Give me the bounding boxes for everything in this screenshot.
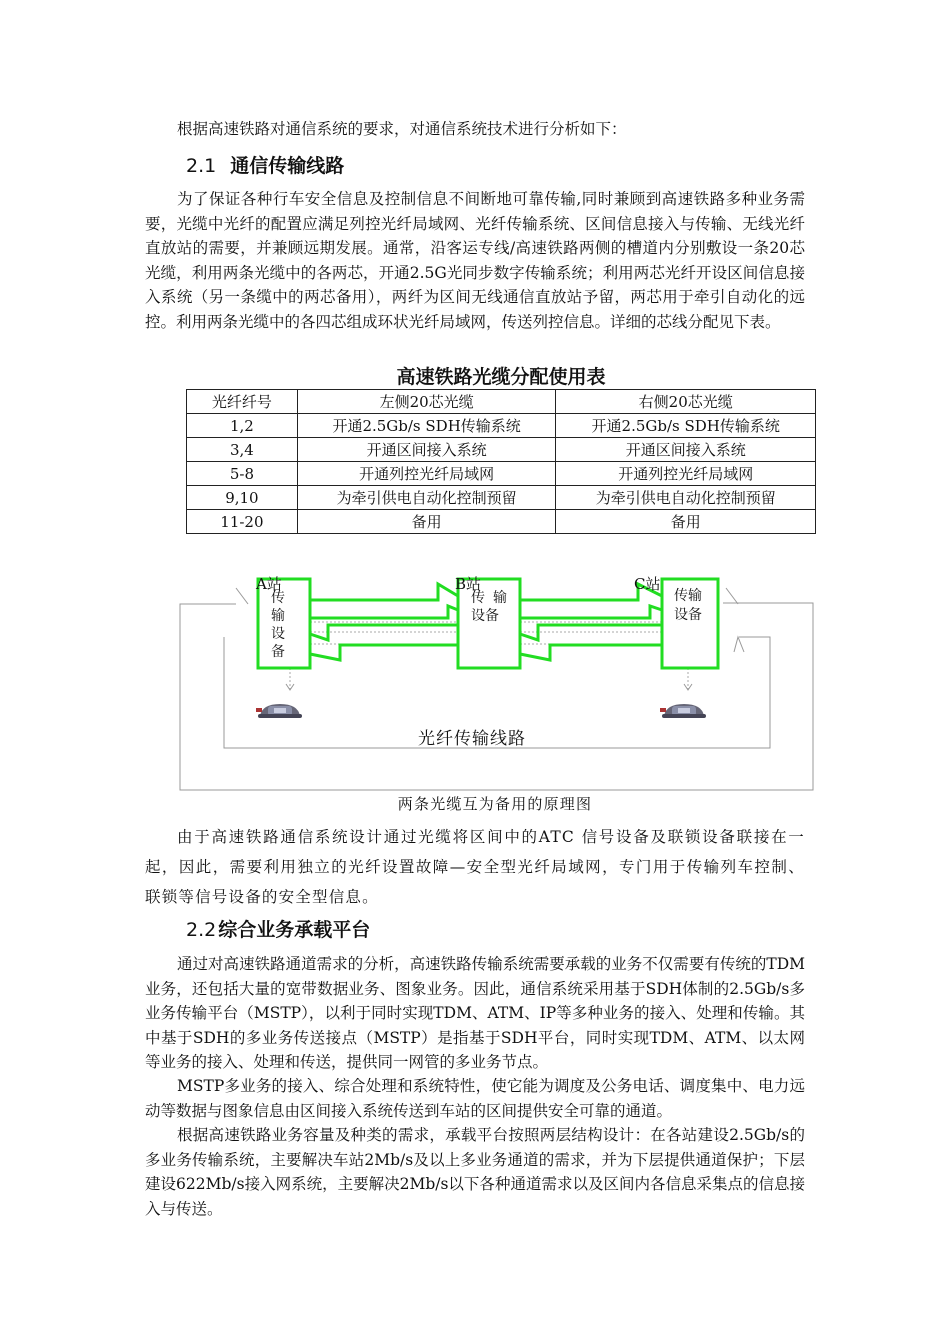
table-row <box>187 438 816 462</box>
section-title: 综合业务承载平台 <box>218 919 371 941</box>
table-row <box>187 462 816 486</box>
device-b-char: 设备 <box>471 608 499 624</box>
section-2-2-paragraph: 通过对高速铁路通道需求的分析，高速铁路传输系统需要承载的业务不仅需要有传统的TDM业务，还包括大量的宽带数据业务、图象业务。因此，通信系统采用基于SDH体制的2.5Gb/s多业务传输平台（MSTP），以利于同时实现TDM、ATM、IP等多种业务的接入、处理和传输。其中基于SDH的多业务传送接点（MSTP）是指基于SDH平台，同时实现TDM、ATM、以太网等业务的接入、处理和传送，提供同一网管的多业务节点。 <box>145 955 805 1071</box>
table-cell: 开通2.5Gb/s SDH传输系统 <box>556 414 816 438</box>
lower-fiber-ba-2 <box>310 645 458 660</box>
device-a-char: 设 <box>271 626 285 642</box>
fiber-allocation-table <box>186 389 816 534</box>
upper-fiber-bc-2 <box>520 606 662 618</box>
device-c-text: 传输 <box>674 588 702 604</box>
lower-fiber-cb-2 <box>520 645 662 660</box>
table-cell: 开通列控光纤局域网 <box>556 462 816 486</box>
table-cell: 3,4 <box>187 438 298 462</box>
table-cell: 9,10 <box>187 486 298 510</box>
table-row <box>187 510 816 534</box>
frame-tick <box>726 588 738 604</box>
device-a-char: 输 <box>271 608 285 624</box>
section-number: 2.2 <box>186 919 217 941</box>
section-2-2-paragraph: MSTP多业务的接入、综合处理和系统特性，使它能为调度及公务电话、调度集中、电力远动等数据与图象信息由区间接入系统传送到车站的区间提供安全可靠的通道。 <box>145 1077 805 1120</box>
table-cell: 为牵引供电自动化控制预留 <box>556 486 816 510</box>
device-b-char: 传 <box>471 590 485 606</box>
device-c-text: 设备 <box>674 607 702 623</box>
section-number: 2.1 <box>186 155 217 177</box>
station-c-label: C站 <box>634 575 661 593</box>
table-cell: 1,2 <box>187 414 298 438</box>
table-title: 高速铁路光缆分配使用表 <box>396 366 606 388</box>
backup-cable-diagram <box>178 570 818 795</box>
device-b-char: 输 <box>493 590 507 606</box>
table-header-cell: 右侧20芯光缆 <box>556 390 816 414</box>
section-2-2-heading <box>186 915 370 942</box>
table-cell: 为牵引供电自动化控制预留 <box>297 486 556 510</box>
dashed-links <box>290 622 688 690</box>
table-cell: 开通列控光纤局域网 <box>297 462 556 486</box>
telephone-icon <box>660 704 706 718</box>
table-header-row <box>187 390 816 414</box>
diagram-caption: 两条光缆互为备用的原理图 <box>397 795 593 813</box>
section-2-1-paragraph: 为了保证各种行车安全信息及控制信息不间断地可靠传输,同时兼顾到高速铁路多种业务需要，光缆中光纤的配置应满足列控光纤局域网、光纤传输系统、区间信息接入与传输、无线光纤直放站的需要，并兼顾远期发展。通常，沿客运专线/高速铁路两侧的槽道内分别敷设一条20芯光缆，利用两条光缆中的各两芯，开通2.5G光同步数字传输系统；利用两芯光纤开设区间信息接入系统（另一条缆中的两芯备用），两纤为区间无线通信直放站予留，两芯用于牵引自动化的远控。利用两条光缆中的各四芯组成环状光纤局域网，传送列控信息。详细的芯线分配见下表。 <box>145 190 805 331</box>
section-2-2-paragraph: 根据高速铁路业务容量及种类的需求，承载平台按照两层结构设计：在各站建设2.5Gb/s的多业务传输系统，主要解决车站2Mb/s及以上多业务通道的需求，并为下层提供通道保护；下层建设622Mb/s接入网系统，主要解决2Mb/s以下各种通道需求以及区间内各信息采集点的信息接入与传送。 <box>145 1126 805 1218</box>
intro-paragraph: 根据高速铁路对通信系统的要求，对通信系统技术进行分析如下： <box>177 120 627 138</box>
atc-paragraph: 由于高速铁路通信系统设计通过光缆将区间中的ATC 信号设备及联锁设备联接在一起，因此，需要利用独立的光纤设置故障—安全型光纤局域网，专门用于传输列车控制、联锁等信号设备的安全型信息。 <box>145 828 805 906</box>
table-cell: 备用 <box>556 510 816 534</box>
table-cell: 备用 <box>297 510 556 534</box>
table-header-cell: 光纤纤号 <box>187 390 298 414</box>
station-a-label: A站 <box>256 575 282 593</box>
table-header-cell: 左侧20芯光缆 <box>297 390 556 414</box>
frame-tick <box>236 588 248 604</box>
section-2-1-heading <box>186 151 344 178</box>
fiber-line-label: 光纤传输线路 <box>418 729 526 749</box>
table-row <box>187 414 816 438</box>
table-cell: 开通区间接入系统 <box>297 438 556 462</box>
upper-fiber-ab-2 <box>310 606 458 618</box>
table-row <box>187 486 816 510</box>
device-a-char: 传 <box>271 590 285 606</box>
device-a-char: 备 <box>271 644 285 660</box>
table-cell: 11-20 <box>187 510 298 534</box>
upper-fiber-ab <box>310 584 458 600</box>
station-b-label: B站 <box>455 575 482 593</box>
frame-tick <box>734 637 744 652</box>
table-cell: 开通区间接入系统 <box>556 438 816 462</box>
telephone-icon <box>256 704 302 718</box>
table-cell: 5-8 <box>187 462 298 486</box>
table-cell: 开通2.5Gb/s SDH传输系统 <box>297 414 556 438</box>
section-title: 通信传输线路 <box>230 155 345 177</box>
